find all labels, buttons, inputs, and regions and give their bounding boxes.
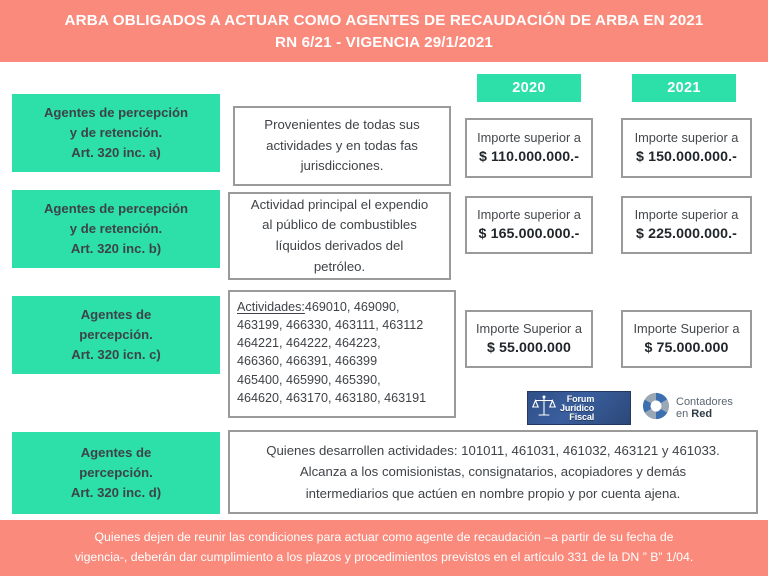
contadores-logo-line-2 [676, 408, 733, 420]
amount-label: Importe Superior a [633, 320, 740, 336]
year-column-header-2020: 2020 [477, 74, 581, 102]
amount-label: Importe superior a [634, 206, 739, 222]
contadores-en-red-logo[interactable] [641, 391, 733, 426]
activities-box-inc-c [228, 290, 456, 418]
footer-line-1: Quienes dejen de reunir las condiciones para actuar como agente de recaudación –a partir de su fecha de [94, 530, 674, 545]
amount-box-inc-b-2020 [465, 196, 593, 254]
category-line: Agentes de percepción [43, 201, 189, 217]
logo-strip [527, 389, 759, 427]
activities-line: 466360, 466391, 466399 [237, 354, 378, 369]
category-box-inc-d [12, 432, 220, 514]
amount-box-inc-c-2021 [621, 310, 752, 368]
forum-juridico-fiscal-logo[interactable] [527, 391, 631, 425]
contadores-logo-text [676, 396, 733, 421]
category-box-inc-b [12, 190, 220, 268]
amount-box-inc-a-2020 [465, 118, 593, 178]
forum-logo-line-1: Forum [566, 393, 595, 404]
amount-value: $ 150.000.000.- [636, 148, 737, 165]
category-line: y de retención. [69, 125, 163, 141]
amount-label: Importe Superior a [476, 320, 582, 336]
description-line: jurisdicciones. [300, 158, 384, 174]
amount-label: Importe superior a [634, 129, 739, 145]
description-line: petróleo. [313, 258, 366, 274]
description-line: Alcanza a los comisionistas, consignatarios, acopiadores y demás [299, 464, 687, 480]
forum-logo-line-3: Fiscal [569, 411, 595, 422]
amount-value: $ 225.000.000.- [636, 225, 737, 242]
description-line: al público de combustibles [262, 217, 417, 233]
forum-logo-text [560, 395, 594, 422]
amount-label: Importe superior a [477, 206, 581, 222]
category-box-inc-c [12, 296, 220, 374]
activities-first-line [237, 298, 399, 316]
category-box-inc-a [12, 94, 220, 172]
description-box-inc-d [228, 430, 758, 514]
description-line: intermediarios que actúen en nombre propio y por cuenta ajena. [305, 485, 681, 501]
category-line: Agentes de percepción [43, 105, 189, 121]
scales-of-justice-icon [531, 393, 557, 424]
description-line: líquidos derivados del [275, 238, 404, 253]
contadores-logo-line-2-bold: Red [691, 408, 713, 420]
amount-label: Importe superior a [477, 129, 581, 145]
header-title-line-1: ARBA OBLIGADOS A ACTUAR COMO AGENTES DE RECAUDACIÓN DE ARBA EN 2021 [64, 11, 704, 29]
footer-banner [0, 520, 768, 576]
footer-line-2: vigencia-, deberán dar cumplimiento a los plazos y procedimientos previstos en el artículo 331 de la DN ” B” 1/04. [74, 550, 694, 564]
activities-line: 465400, 465990, 465390, [237, 372, 381, 387]
activities-line: 463199, 466330, 463111, 463112 [237, 318, 424, 333]
header-title-line-2: RN 6/21 - VIGENCIA 29/1/2021 [274, 34, 494, 51]
category-line: Art. 320 inc. d) [70, 484, 162, 500]
description-box-inc-a [233, 106, 451, 186]
activities-line: 464221, 464222, 464223, [237, 336, 381, 351]
amount-value: $ 110.000.000.- [478, 148, 580, 165]
category-line: percepción. [79, 465, 153, 481]
category-line: Art. 320 inc. b) [70, 240, 162, 256]
category-line: Art. 320 inc. a) [71, 144, 161, 160]
category-line: y de retención. [69, 221, 163, 237]
description-box-inc-b [228, 192, 451, 280]
activities-line: 464620, 463170, 463180, 463191 [237, 390, 427, 405]
pinwheel-icon [641, 391, 671, 426]
description-line: Actividad principal el expendio [250, 196, 429, 212]
amount-value: $ 55.000.000 [486, 339, 572, 356]
header-banner [0, 0, 768, 62]
amount-box-inc-c-2020 [465, 310, 593, 368]
category-line: Agentes de [80, 307, 152, 323]
category-line: percepción. [79, 327, 153, 343]
description-line: actividades y en todas fas [266, 137, 418, 153]
contadores-logo-line-2-prefix: en [676, 408, 692, 420]
amount-box-inc-b-2021 [621, 196, 752, 254]
category-line: Art. 320 icn. c) [71, 346, 161, 362]
forum-logo-line-2: Jurídico [560, 402, 595, 413]
amount-value: $ 165.000.000.- [478, 225, 580, 242]
activities-label: Actividades: [237, 300, 305, 314]
description-line: Provenientes de todas sus [264, 117, 420, 133]
description-line: Quienes desarrollen actividades: 101011, 461031, 461032, 463121 y 461033. [266, 442, 720, 458]
amount-box-inc-a-2021 [621, 118, 752, 178]
contadores-logo-line-1: Contadores [676, 395, 733, 408]
category-line: Agentes de [80, 445, 152, 461]
year-column-header-2021: 2021 [632, 74, 736, 102]
activities-codes: 469010, 469090, [304, 300, 400, 314]
amount-value: $ 75.000.000 [644, 339, 729, 356]
